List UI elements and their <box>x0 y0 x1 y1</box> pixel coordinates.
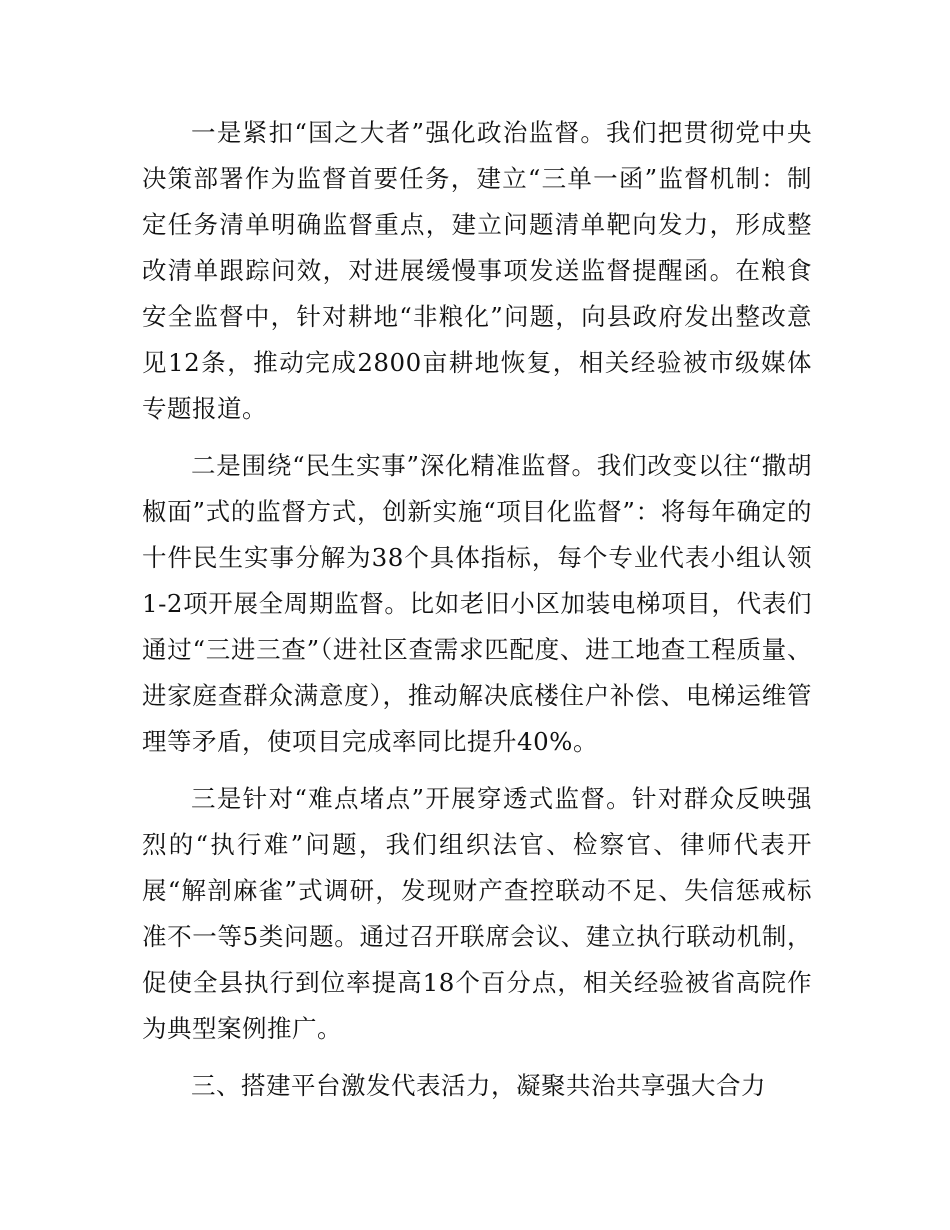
section-heading: 三、搭建平台激发代表活力，凝聚共治共享强大合力 <box>191 1071 766 1100</box>
paragraph-penetrating-supervision: 三是针对“难点堵点”开展穿透式监督。针对群众反映强烈的“执行难”问题，我们组织法官、检察官、律师代表开展“解剖麻雀”式调研，发现财产查控联动不足、失信惩戒标准不一等5类问题。通过召开联席会议、建立执行联动机制，促使全县执行到位率提高18个百分点，相关经验被省高院作为典型案例推广。 <box>142 784 812 1043</box>
paragraph-livelihood-supervision: 二是围绕“民生实事”深化精准监督。我们改变以往“撒胡椒面”式的监督方式，创新实施“项目化监督”：将每年确定的十件民生实事分解为38个具体指标，每个专业代表小组认领1-2项开展全周期监督。比如老旧小区加装电梯项目，代表们通过“三进三查”（进社区查需求匹配度、进工地查工程质量、进家庭查群众满意度），推动解决底楼住户补偿、电梯运维管理等矛盾，使项目完成率同比提升40%。 <box>142 451 812 756</box>
paragraph-political-supervision: 一是紧扣“国之大者”强化政治监督。我们把贯彻党中央决策部署作为监督首要任务，建立“三单一函”监督机制：制定任务清单明确监督重点，建立问题清单靶向发力，形成整改清单跟踪问效，对进展缓慢事项发送监督提醒函。在粮食安全监督中，针对耕地“非粮化”问题，向县政府发出整改意见12条，推动完成2800亩耕地恢复，相关经验被市级媒体专题报道。 <box>142 118 812 423</box>
document-page <box>142 110 812 1109</box>
